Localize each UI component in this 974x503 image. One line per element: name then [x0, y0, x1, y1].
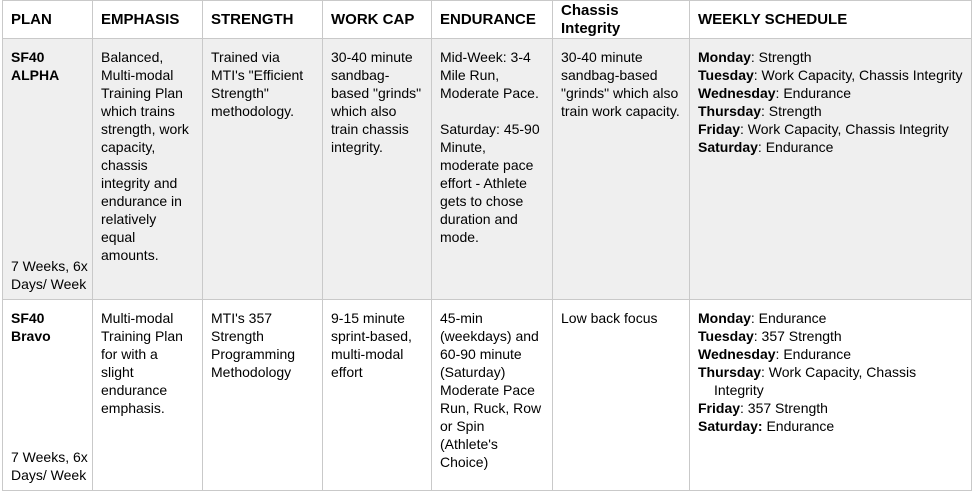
- schedule-day: Saturday: [698, 139, 758, 155]
- schedule-activity: Endurance: [765, 139, 834, 155]
- plan-cell: [3, 39, 93, 300]
- plan-duration: 7 Weeks, 6x Days/ Week: [11, 258, 88, 292]
- work-cap-cell: 9-15 minute sprint-based, multi-modal effort: [323, 300, 432, 491]
- schedule-separator: :: [775, 85, 784, 101]
- schedule-day: Wednesday: [698, 346, 776, 362]
- chassis-cell: 30-40 minute sandbag-based "grinds" which also train work capacity.: [553, 39, 690, 300]
- endurance-cell: [432, 300, 553, 491]
- schedule-line: [698, 84, 963, 102]
- schedule-activity: Endurance: [783, 346, 852, 362]
- schedule-separator: :: [761, 103, 769, 119]
- schedule-activity: 357 Strength: [761, 328, 842, 344]
- training-plans-table: [2, 0, 972, 491]
- schedule-day: Tuesday: [698, 328, 754, 344]
- endurance-cell: [432, 39, 553, 300]
- header-chassis-integrity: Chassis Integrity: [553, 1, 690, 39]
- schedule-separator: :: [740, 400, 748, 416]
- header-plan: PLAN: [3, 1, 93, 39]
- schedule-day: Monday: [698, 49, 751, 65]
- schedule-line: [698, 66, 963, 84]
- strength-cell: Trained via MTI's "Efficient Strength" methodology.: [203, 39, 323, 300]
- schedule-line: [698, 345, 963, 363]
- schedule-line: [698, 327, 963, 345]
- schedule-line: [698, 363, 963, 399]
- schedule-day: Monday: [698, 310, 751, 326]
- schedule-line: [698, 138, 963, 156]
- chassis-cell: Low back focus: [553, 300, 690, 491]
- endurance-text: Saturday: 45-90 Minute, moderate pace effort - Athlete gets to chose duration and mode.: [440, 121, 540, 245]
- header-row: [3, 1, 972, 39]
- schedule-separator: :: [750, 310, 759, 326]
- schedule-activity: Strength: [758, 49, 812, 65]
- schedule-day: Tuesday: [698, 67, 754, 83]
- emphasis-cell: Balanced, Multi-modal Training Plan which trains strength, work capacity, chassis integrity and endurance in relatively equal amounts.: [93, 39, 203, 300]
- schedule-activity: Endurance: [783, 85, 852, 101]
- work-cap-cell: 30-40 minute sandbag-based "grinds" which also train chassis integrity.: [323, 39, 432, 300]
- schedule-separator: :: [761, 364, 769, 380]
- schedule-activity: Endurance: [766, 418, 835, 434]
- schedule-day: Thursday: [698, 103, 762, 119]
- schedule-cell: [690, 300, 972, 491]
- schedule-day: Thursday: [698, 364, 762, 380]
- schedule-line: [698, 417, 963, 435]
- header-emphasis: EMPHASIS: [93, 1, 203, 39]
- plan-name: SF40 Bravo: [11, 310, 51, 344]
- schedule-line: [698, 102, 963, 120]
- schedule-separator: :: [740, 121, 748, 137]
- strength-cell: MTI's 357 Strength Programming Methodology: [203, 300, 323, 491]
- header-strength: STRENGTH: [203, 1, 323, 39]
- schedule-day: Wednesday: [698, 85, 776, 101]
- table-row: [3, 39, 972, 300]
- schedule-line: [698, 399, 963, 417]
- schedule-activity: 357 Strength: [747, 400, 828, 416]
- schedule-day: Friday: [698, 400, 741, 416]
- endurance-text: 45-min (weekdays) and 60-90 minute (Saturday) Moderate Pace Run, Ruck, Row or Spin (Athlete's Choice): [440, 310, 542, 470]
- plan-name: SF40 ALPHA: [11, 49, 60, 83]
- header-work-cap: WORK CAP: [323, 1, 432, 39]
- schedule-activity: Strength: [768, 103, 822, 119]
- schedule-activity: Endurance: [758, 310, 827, 326]
- schedule-separator: :: [750, 49, 759, 65]
- schedule-separator: :: [775, 346, 784, 362]
- emphasis-cell: Multi-modal Training Plan for with a slight endurance emphasis.: [93, 300, 203, 491]
- table-row: [3, 300, 972, 491]
- schedule-day: Saturday:: [698, 418, 763, 434]
- plan-duration: 7 Weeks, 6x Days/ Week: [11, 449, 88, 483]
- schedule-separator: :: [757, 139, 766, 155]
- header-weekly-schedule: WEEKLY SCHEDULE: [690, 1, 972, 39]
- schedule-day: Friday: [698, 121, 741, 137]
- schedule-line: [698, 309, 963, 327]
- schedule-separator: :: [753, 328, 762, 344]
- schedule-cell: [690, 39, 972, 300]
- schedule-separator: :: [753, 67, 762, 83]
- plan-cell: [3, 300, 93, 491]
- schedule-activity: Work Capacity, Chassis Integrity: [714, 364, 917, 398]
- schedule-line: [698, 120, 963, 138]
- endurance-text: Mid-Week: 3-4 Mile Run, Moderate Pace.: [440, 49, 539, 101]
- schedule-activity: Work Capacity, Chassis Integrity: [747, 121, 949, 137]
- schedule-activity: Work Capacity, Chassis Integrity: [761, 67, 963, 83]
- schedule-line: [698, 48, 963, 66]
- header-endurance: ENDURANCE: [432, 1, 553, 39]
